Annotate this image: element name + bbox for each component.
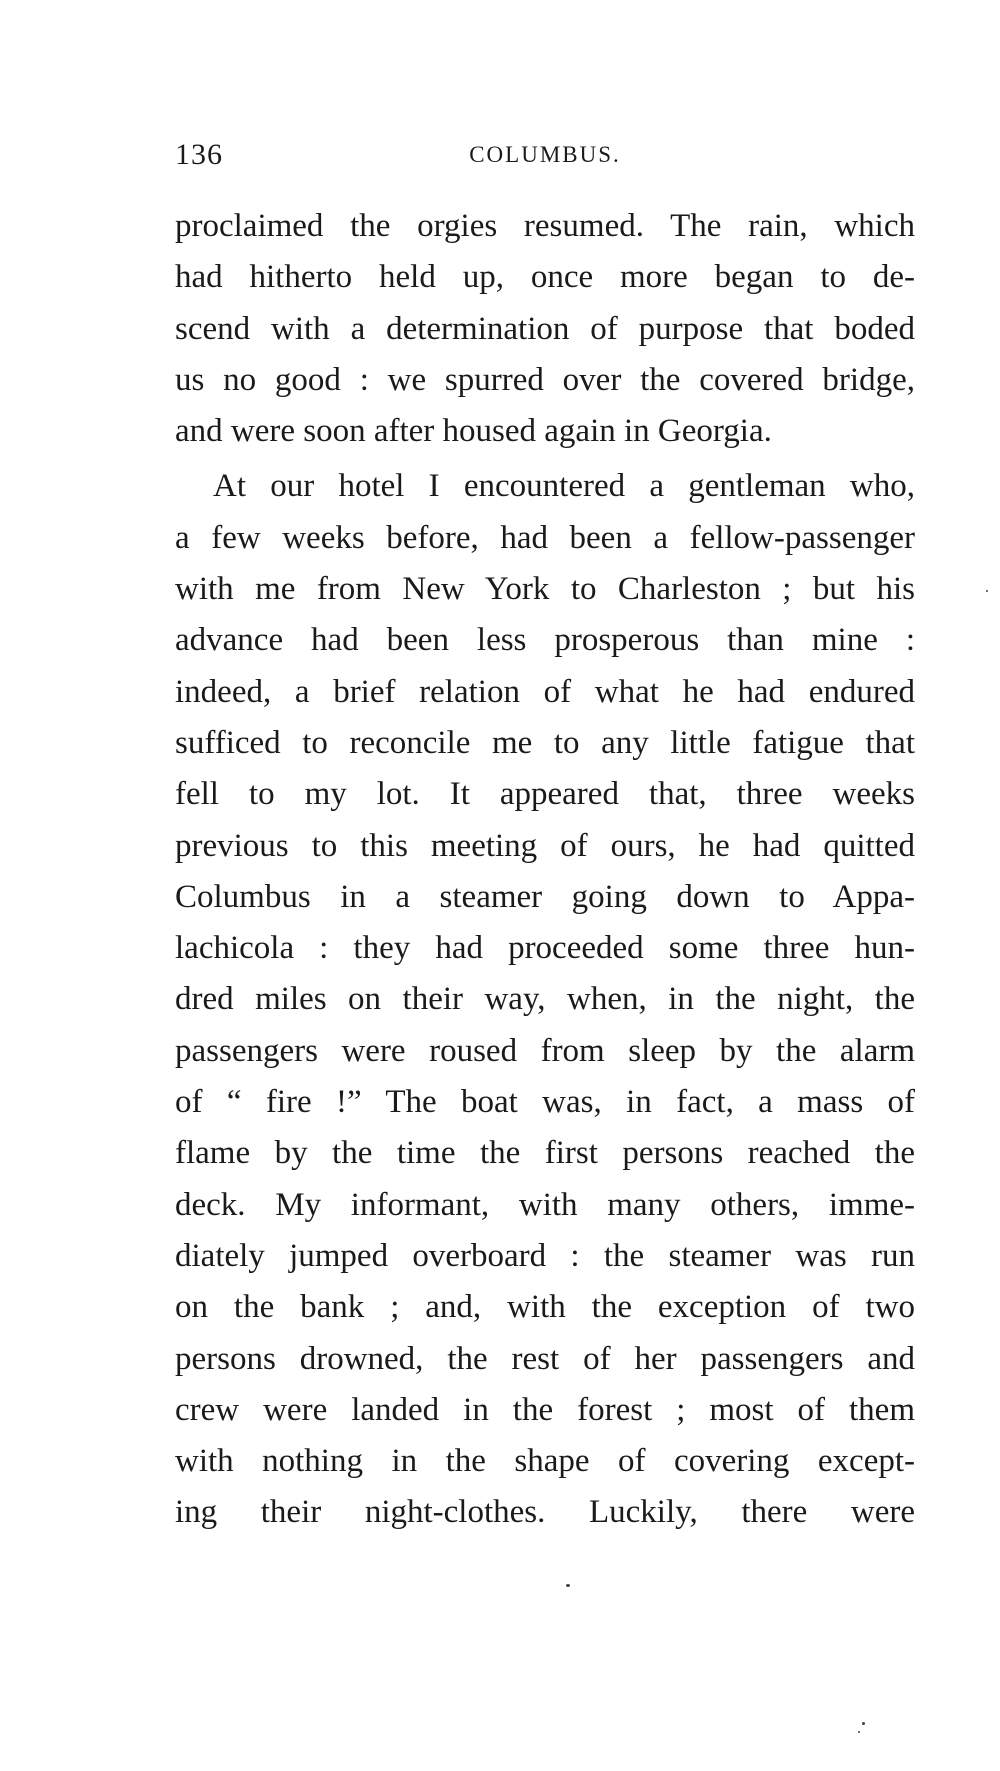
running-head xyxy=(175,138,915,178)
body-text xyxy=(175,201,915,1539)
text-line: advance had been less prosperous than mine : xyxy=(175,622,915,659)
scan-speck xyxy=(862,1722,865,1725)
text-line: sufficed to reconcile me to any little fatigue that xyxy=(175,724,915,761)
paragraph-2 xyxy=(175,461,915,1538)
text-line: with nothing in the shape of covering except- xyxy=(175,1443,915,1480)
text-line: a few weeks before, had been a fellow-passenger xyxy=(175,519,915,556)
text-line: lachicola : they had proceeded some three hun- xyxy=(175,930,915,967)
text-line: had hitherto held up, once more began to de- xyxy=(175,259,915,296)
text-line: fell to my lot. It appeared that, three weeks xyxy=(175,776,915,813)
text-line: dred miles on their way, when, in the night, the xyxy=(175,981,915,1018)
text-line: deck. My informant, with many others, imme- xyxy=(175,1186,915,1223)
text-line: ing their night-clothes. Luckily, there were xyxy=(175,1494,915,1531)
text-line: and were soon after housed again in Georgia. xyxy=(175,413,772,450)
running-title: COLUMBUS. xyxy=(469,142,621,167)
text-line: on the bank ; and, with the exception of two xyxy=(175,1289,915,1326)
text-line: diately jumped overboard : the steamer was run xyxy=(175,1237,915,1274)
text-line: scend with a determination of purpose that boded xyxy=(175,310,915,347)
text-line: flame by the time the first persons reached the xyxy=(175,1135,915,1172)
text-line: passengers were roused from sleep by the alarm xyxy=(175,1032,915,1069)
text-line: persons drowned, the rest of her passengers and xyxy=(175,1340,915,1377)
text-line: indeed, a brief relation of what he had endured xyxy=(175,673,915,710)
text-line: proclaimed the orgies resumed. The rain, which xyxy=(175,208,915,244)
scan-speck xyxy=(986,590,988,592)
text-line: us no good : we spurred over the covered bridge, xyxy=(175,361,915,398)
scan-speck xyxy=(566,1584,570,1587)
page-number: 136 xyxy=(175,138,223,171)
paragraph-1 xyxy=(175,201,915,457)
text-line: with me from New York to Charleston ; but his xyxy=(175,571,915,608)
scan-speck xyxy=(858,1731,860,1733)
text-line: of “ fire !” The boat was, in fact, a mass of xyxy=(175,1084,915,1121)
text-line: Columbus in a steamer going down to Appa- xyxy=(175,878,915,915)
text-line: previous to this meeting of ours, he had quitted xyxy=(175,827,915,864)
text-line: At our hotel I encountered a gentleman who, xyxy=(213,468,915,505)
text-line: crew were landed in the forest ; most of them xyxy=(175,1391,915,1428)
